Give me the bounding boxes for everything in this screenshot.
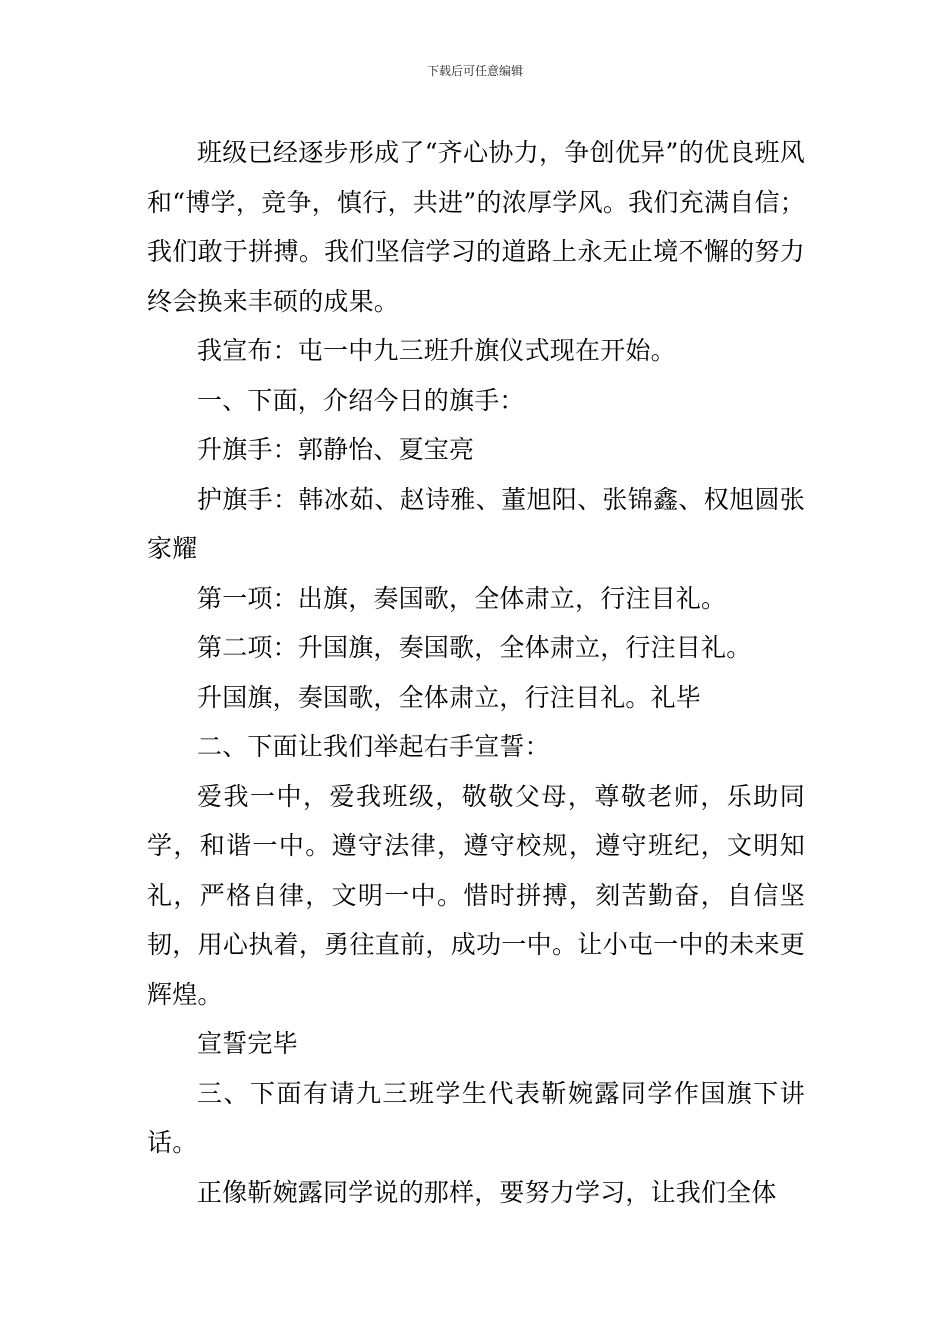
paragraph-oath: 爱我一中，爱我班级，敬敬父母，尊敬老师，乐助同学，和谐一中。遵守法律，遵守校规，遵守班纪，文明知礼，严格自律，文明一中。惜时拼搏，刻苦勤奋，自信坚韧，用心执着，勇往直前，成功一中。让小屯一中的未来更辉煌。 [147,781,805,1009]
paragraph-closing: 正像靳婉露同学说的那样，要努力学习，让我们全体 [197,1177,777,1207]
paragraph-oath-complete: 宣誓完毕 [197,1029,298,1058]
paragraph-class-spirit: 班级已经逐步形成了“齐心协力，争创优异”的优良班风和“博学，竞争，慎行，共进”的浓厚学风。我们充满自信；我们敢于拼搏。我们坚信学习的道路上永无止境不懈的努力终会换来丰硕的成果。 [147,138,805,316]
document-body [147,128,805,1217]
paragraph-ceremony-start: 我宣布：屯一中九三班升旗仪式现在开始。 [197,336,676,365]
paragraph-oath-intro: 二、下面让我们举起右手宣誓： [197,732,550,761]
page-header: 下载后可任意编辑 [426,64,523,78]
paragraph-speech-intro: 三、下面有请九三班学生代表靳婉露同学作国旗下讲话。 [147,1078,805,1157]
paragraph-item-two: 第二项：升国旗，奏国歌，全体肃立，行注目礼。 [197,633,752,662]
paragraph-flag-bearers-intro: 一、下面，介绍今日的旗手： [197,385,525,415]
paragraph-flag-raisers: 升旗手：郭静怡、夏宝亮 [197,435,475,464]
paragraph-flag-guards: 护旗手：韩冰茹、赵诗雅、董旭阳、张锦鑫、权旭圆张家耀 [147,484,805,563]
paragraph-salute-complete: 升国旗，奏国歌，全体肃立，行注目礼。礼毕 [197,682,702,712]
paragraph-item-one: 第一项：出旗，奏国歌，全体肃立，行注目礼。 [197,583,727,613]
